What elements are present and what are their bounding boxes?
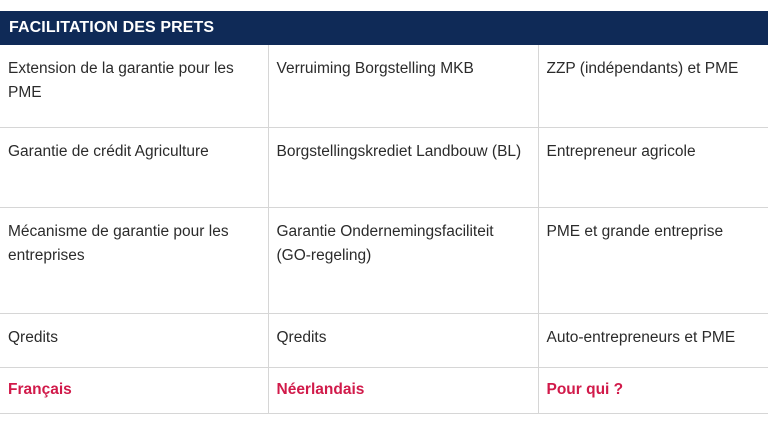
label-french: Français [0, 367, 268, 413]
table-row [0, 45, 768, 127]
cell-target-group: PME et grande entreprise [538, 207, 768, 313]
table-row [0, 207, 768, 313]
cell-dutch-name: Garantie Ondernemingsfaciliteit (GO-regeling) [268, 207, 538, 313]
label-dutch: Néerlandais [268, 367, 538, 413]
loan-facilitation-table [0, 45, 768, 414]
table-row [0, 127, 768, 207]
label-for-whom: Pour qui ? [538, 367, 768, 413]
cell-target-group: ZZP (indépendants) et PME [538, 45, 768, 127]
cell-target-group: Entrepreneur agricole [538, 127, 768, 207]
section-title: FACILITATION DES PRETS [9, 19, 215, 36]
cell-french-name: Extension de la garantie pour les PME [0, 45, 268, 127]
cell-dutch-name: Verruiming Borgstelling MKB [268, 45, 538, 127]
cell-target-group: Auto-entrepreneurs et PME [538, 313, 768, 367]
cell-french-name: Garantie de crédit Agriculture [0, 127, 268, 207]
column-label-row [0, 367, 768, 413]
table-row [0, 313, 768, 367]
cell-french-name: Mécanisme de garantie pour les entreprises [0, 207, 268, 313]
cell-french-name: Qredits [0, 313, 268, 367]
section-header [0, 11, 768, 45]
cell-dutch-name: Borgstellingskrediet Landbouw (BL) [268, 127, 538, 207]
cell-dutch-name: Qredits [268, 313, 538, 367]
